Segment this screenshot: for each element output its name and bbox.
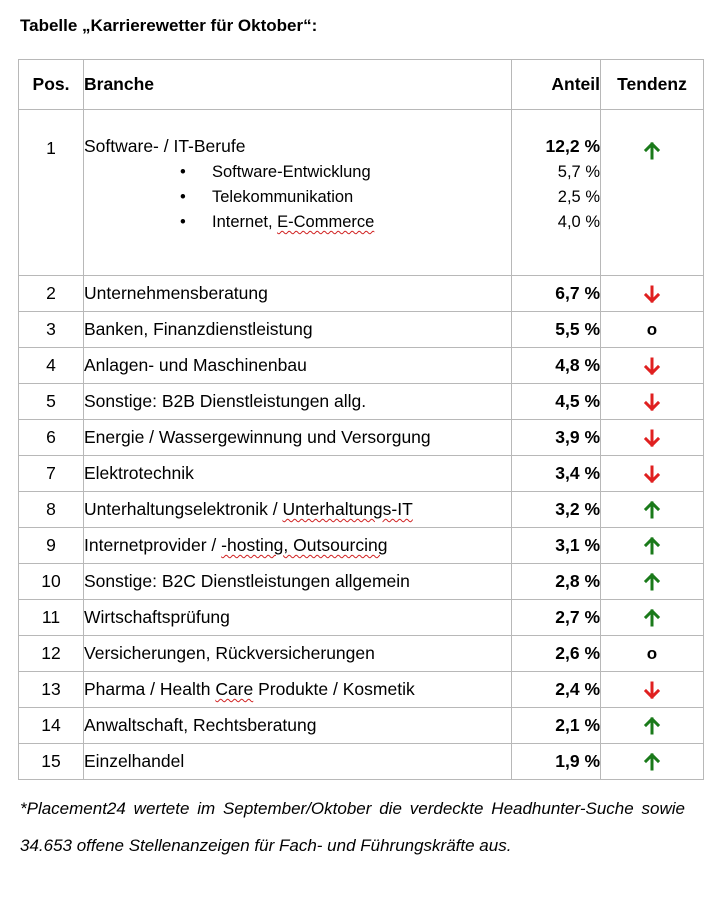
table-row: [19, 420, 704, 456]
table-row: [19, 744, 704, 780]
neutral-trend-icon: o: [646, 320, 658, 339]
table-row: [19, 348, 704, 384]
row-branche: Sonstige: B2B Dienstleistungen allg.: [84, 384, 512, 420]
row-tendenz: [601, 456, 704, 492]
row-branche: Versicherungen, Rückversicherungen: [84, 636, 512, 672]
row-branche-label: Software- / IT-Berufe: [84, 136, 246, 156]
row-branche: Anwaltschaft, Rechtsberatung: [84, 708, 512, 744]
arrow-down-icon: [642, 680, 662, 700]
sub-item: [84, 213, 511, 232]
sub-item: [84, 188, 511, 207]
row-tendenz: [601, 420, 704, 456]
table-title: Tabelle „Karrierewetter für Oktober“:: [20, 16, 318, 35]
row-anteil: 3,1 %: [512, 528, 601, 564]
row-anteil: 6,7 %: [512, 276, 601, 312]
row-branche: Anlagen- und Maschinenbau: [84, 348, 512, 384]
row-pos: 5: [19, 384, 84, 420]
sub-item-label: Telekommunikation: [212, 188, 354, 206]
row-anteil: 1,9 %: [512, 744, 601, 780]
table-row: [19, 528, 704, 564]
sub-item-label: Software-Entwicklung: [212, 163, 371, 181]
row-anteil: [512, 110, 601, 276]
arrow-up-icon: [642, 500, 662, 520]
bullet-icon: •: [180, 213, 186, 231]
row-anteil: 2,8 %: [512, 564, 601, 600]
row-pos: 12: [19, 636, 84, 672]
row-anteil: 2,4 %: [512, 672, 601, 708]
row-branche-part: Unterhaltungselektronik /: [84, 499, 283, 519]
row-anteil: 3,9 %: [512, 420, 601, 456]
table-row: [19, 492, 704, 528]
arrow-up-icon: [642, 141, 662, 161]
sub-item-value: 4,0 %: [557, 213, 600, 231]
table-row: [19, 672, 704, 708]
row-anteil: 2,7 %: [512, 600, 601, 636]
row-tendenz: [601, 708, 704, 744]
sub-item-label: Internet,: [212, 213, 278, 231]
footnote: *Placement24 wertete im September/Oktober die verdeckte Headhunter-Suche sowie 34.653 offene Stellenanzeigen für Fach- und Führungskräfte aus.: [20, 799, 685, 855]
row-branche: [84, 528, 512, 564]
arrow-up-icon: [642, 752, 662, 772]
table-row: [19, 600, 704, 636]
table-row: [19, 456, 704, 492]
arrow-up-icon: [642, 716, 662, 736]
row-anteil: 4,8 %: [512, 348, 601, 384]
row-pos: 9: [19, 528, 84, 564]
row-pos: 6: [19, 420, 84, 456]
career-table: [18, 59, 704, 780]
sub-item-value: 5,7 %: [557, 163, 600, 181]
row-branche: Wirtschaftsprüfung: [84, 600, 512, 636]
table-row: [19, 110, 704, 276]
row-tendenz: [601, 384, 704, 420]
arrow-up-icon: [642, 572, 662, 592]
row-tendenz: [601, 492, 704, 528]
row-tendenz: [601, 600, 704, 636]
arrow-up-icon: [642, 608, 662, 628]
bullet-icon: •: [180, 188, 186, 206]
table-row: [19, 564, 704, 600]
table-row: [19, 708, 704, 744]
table-header-row: [19, 60, 704, 110]
sub-item: [84, 163, 511, 182]
arrow-down-icon: [642, 392, 662, 412]
row-pos: 1: [19, 110, 84, 276]
row-branche: Sonstige: B2C Dienstleistungen allgemein: [84, 564, 512, 600]
table-row: [19, 276, 704, 312]
arrow-up-icon: [642, 536, 662, 556]
row-branche: Unternehmensberatung: [84, 276, 512, 312]
row-anteil: 3,4 %: [512, 456, 601, 492]
row-branche: [84, 110, 512, 276]
row-tendenz: [601, 564, 704, 600]
row-pos: 8: [19, 492, 84, 528]
neutral-trend-icon: o: [646, 644, 658, 663]
row-branche-part: Produkte / Kosmetik: [253, 679, 415, 699]
arrow-down-icon: [642, 356, 662, 376]
row-pos: 13: [19, 672, 84, 708]
row-anteil: 5,5 %: [512, 312, 601, 348]
row-branche: Einzelhandel: [84, 744, 512, 780]
row-pos: 3: [19, 312, 84, 348]
arrow-down-icon: [642, 428, 662, 448]
row-branche: Elektrotechnik: [84, 456, 512, 492]
row-branche: [84, 672, 512, 708]
row-branche: Banken, Finanzdienstleistung: [84, 312, 512, 348]
row-tendenz: [601, 636, 704, 672]
row-branche: Energie / Wassergewinnung und Versorgung: [84, 420, 512, 456]
sub-item-label-spellmark: E-Commerce: [277, 213, 375, 231]
row-branche-spellmark: Care: [215, 679, 254, 699]
row-branche: [84, 492, 512, 528]
sub-item-value: 2,5 %: [557, 188, 600, 206]
row-tendenz: [601, 672, 704, 708]
row-anteil-value: 12,2 %: [545, 136, 600, 156]
row-pos: 4: [19, 348, 84, 384]
row-tendenz: [601, 348, 704, 384]
row-anteil: 4,5 %: [512, 384, 601, 420]
table-row: [19, 384, 704, 420]
header-tendenz: Tendenz: [601, 60, 704, 110]
row-branche-spellmark: -hosting, Outsourcing: [221, 535, 388, 555]
row-pos: 10: [19, 564, 84, 600]
row-tendenz: [601, 110, 704, 276]
row-branche-part: Internetprovider /: [84, 535, 222, 555]
row-tendenz: [601, 744, 704, 780]
row-anteil: 3,2 %: [512, 492, 601, 528]
row-pos: 2: [19, 276, 84, 312]
row-tendenz: [601, 528, 704, 564]
bullet-icon: •: [180, 163, 186, 181]
row-branche-part: Pharma / Health: [84, 679, 216, 699]
row-pos: 11: [19, 600, 84, 636]
header-branche: Branche: [84, 60, 512, 110]
table-row: [19, 636, 704, 672]
header-pos: Pos.: [19, 60, 84, 110]
arrow-down-icon: [642, 464, 662, 484]
row-tendenz: [601, 312, 704, 348]
row-pos: 14: [19, 708, 84, 744]
row-anteil: 2,1 %: [512, 708, 601, 744]
row-anteil: 2,6 %: [512, 636, 601, 672]
header-anteil: Anteil: [512, 60, 601, 110]
arrow-down-icon: [642, 284, 662, 304]
row-pos: 7: [19, 456, 84, 492]
table-row: [19, 312, 704, 348]
row-tendenz: [601, 276, 704, 312]
row-pos: 15: [19, 744, 84, 780]
row-branche-spellmark: Unterhaltungs-IT: [282, 499, 413, 519]
